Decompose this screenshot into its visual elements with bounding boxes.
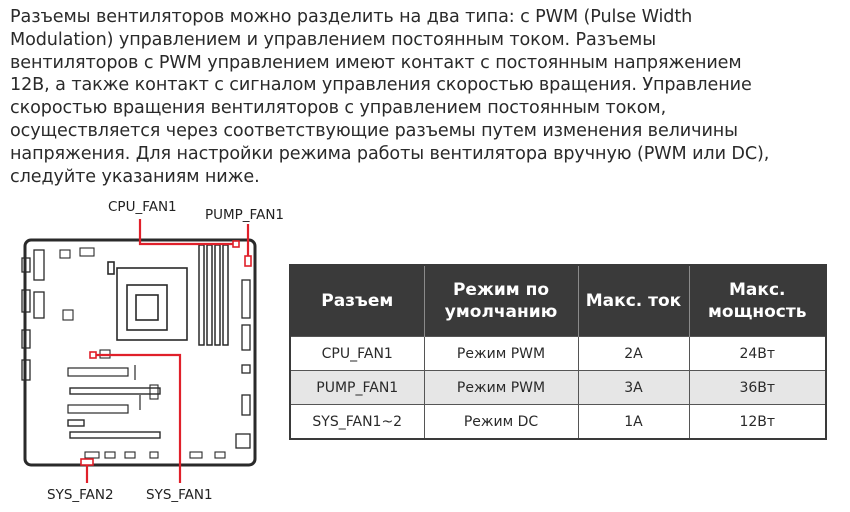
sys-fan2-header xyxy=(81,459,93,465)
cell-current: 2A xyxy=(578,337,689,371)
header-max-power: Макс. мощность xyxy=(689,265,826,337)
sys-fan1-header xyxy=(90,352,96,358)
table-header-row xyxy=(290,265,826,337)
sys-fan2-label: SYS_FAN2 xyxy=(47,487,114,503)
cell-power: 36Вт xyxy=(689,371,826,405)
sys-fan1-label: SYS_FAN1 xyxy=(146,487,213,503)
intro-line: вентиляторов с PWM управлением имеют контакт с постоянным напряжением xyxy=(10,52,742,73)
cpu-fan1-label: CPU_FAN1 xyxy=(108,199,177,215)
intro-line: следуйте указаниям ниже. xyxy=(10,166,260,187)
table-row xyxy=(290,337,826,371)
cell-current: 1A xyxy=(578,405,689,440)
pump-fan1-header xyxy=(245,256,251,266)
intro-line: Modulation) управлением и управлением постоянным током. Разъемы xyxy=(10,29,657,50)
intro-line: Разъемы вентиляторов можно разделить на два типа: с PWM (Pulse Width xyxy=(10,7,693,27)
cell-power: 24Вт xyxy=(689,337,826,371)
fan-spec-table xyxy=(289,264,827,440)
pump-fan1-label: PUMP_FAN1 xyxy=(205,207,285,223)
header-default-mode: Режим по умолчанию xyxy=(424,265,578,337)
table-row xyxy=(290,371,826,405)
intro-line: скоростью вращения вентиляторов с управлением постоянным током, xyxy=(10,98,667,119)
cell-connector: SYS_FAN1~2 xyxy=(290,405,424,440)
cell-mode: Режим DC xyxy=(424,405,578,440)
cell-connector: PUMP_FAN1 xyxy=(290,371,424,405)
cell-connector: CPU_FAN1 xyxy=(290,337,424,371)
header-max-current: Макс. ток xyxy=(578,265,689,337)
motherboard-diagram xyxy=(0,195,285,512)
intro-line: 12В, а также контакт с сигналом управления скоростью вращения. Управление xyxy=(10,75,752,96)
intro-paragraph xyxy=(10,6,840,188)
table-row xyxy=(290,405,826,440)
cell-mode: Режим PWM xyxy=(424,371,578,405)
cell-mode: Режим PWM xyxy=(424,337,578,371)
cell-power: 12Вт xyxy=(689,405,826,440)
cell-current: 3A xyxy=(578,371,689,405)
intro-line: осуществляется через соответствующие разъемы путем изменения величины xyxy=(10,120,738,141)
intro-line: напряжения. Для настройки режима работы вентилятора вручную (PWM или DC), xyxy=(10,143,770,164)
header-connector: Разъем xyxy=(290,265,424,337)
cpu-fan1-header xyxy=(233,241,239,247)
